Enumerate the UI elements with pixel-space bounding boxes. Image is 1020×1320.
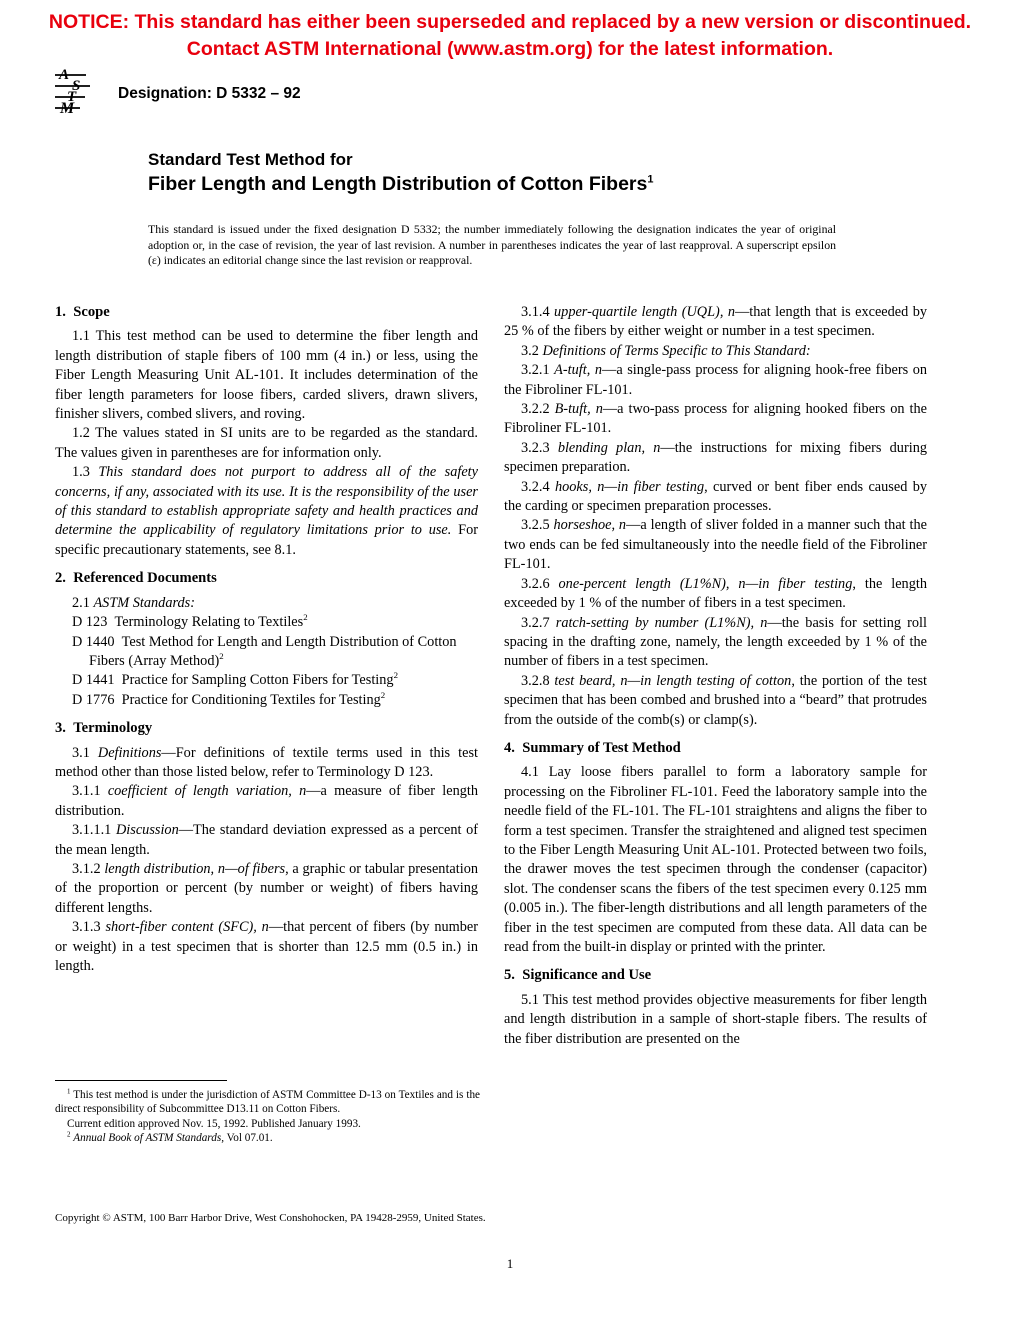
footnote-divider [55,1080,227,1081]
text-segment: 1.3 [72,464,99,481]
text-segment: B-tuft, n [554,401,603,418]
text-segment: —a single-pass process for aligning hook-free fibers on the Fibroliner FL-101. [504,362,928,398]
text-segment: —the basis for setting roll spacing in the drafting zone, namely, the length exceeded by 1 % of the number of fibers in a test specimen. [504,614,927,670]
notice-line-2: Contact ASTM International (www.astm.org) for the latest information. [186,38,834,60]
page-number: 1 [506,1256,514,1271]
text-segment: 3.1 [72,744,98,761]
text-segment: horseshoe, n [553,517,627,534]
text-segment: 3.2.5 [521,517,554,534]
text-segment: 3.1.3 [72,919,106,936]
svg-text:M: M [60,100,75,116]
text-segment: blending plan, n [557,439,661,456]
footnote-ref: 1 [67,1087,71,1096]
text-segment: Annual Book of ASTM Standards, [73,1132,224,1145]
text-segment: short-fiber content (SFC), n [105,919,269,936]
footnote [55,1117,480,1131]
paragraph [55,918,478,976]
text-segment: 4.1 Lay loose fibers parallel to form a laboratory sample for processing on the Fibroliner FL-101. Feed the laboratory sample into the needle field of the FL-101. The FL-101 straightens and aligns the fiber to form a test specimen. Transfer the straightened and aligned test specimen to the Fiber Length Measuring Unit AL-101. Protected between two foils, the drawer moves the test specimen through the condenser (capacitor) slot. The condenser scans the fibers of the test specimen every 0.125 mm (0.005 in.). The fiber-length distributions and all length parameters of the fiber in the test specimen are computed from these data. All data can be read from the built-in display or printed with the printer. [504,764,927,955]
text-segment: , a graphic or tabular presentation of the proportion or percent (by number or weight) of fibers having different lengths. [55,860,479,916]
text-segment: upper-quartile length (UQL), n [554,304,735,320]
reference-item [55,671,478,690]
text-segment: 3.2.6 [521,575,559,592]
paragraph [504,575,927,614]
text-segment: 3.1.1.1 [72,822,116,839]
text-segment: Definitions of Terms Specific to This Standard: [542,342,811,359]
body-columns [55,303,927,1049]
text-segment: hooks, n—in fiber testing [554,478,705,495]
text-segment: Discussion [115,822,179,839]
astm-logo-icon [52,66,106,116]
text-segment: —that length that is exceeded by 25 % of the fibers by either weight or number in a test specimen. [504,304,927,340]
section-heading: 5. Significance and Use [504,967,652,984]
paragraph [55,327,478,424]
text-segment: 5.1 This test method provides objective measurements for fiber length and length distribution in a sample of short-staple fibers. The results of the fiber distribution are presented on the [504,991,927,1047]
text-segment: D 1440 Test Method for Length and Length Distribution of Cotton Fibers (Array Method) [72,633,457,669]
document-header [52,66,301,116]
text-segment: 3.1.2 [72,860,105,877]
text-segment: 1.1 This test method can be used to determine the fiber length and length distribution of staple fibers of 100 mm (4 in.) or less, using the Fiber Length Measuring Unit AL-101. It includes determination of the fiber length parameters for loose fibers, carded slivers, drawn slivers, finisher slivers, combed slivers, and roving. [55,328,478,423]
text-segment: 2.1 [72,594,94,611]
paragraph [504,361,927,400]
text-segment: For specific precautionary statements, see 8.1. [55,522,478,558]
text-segment: ASTM Standards: [93,594,195,611]
title-footnote-ref: 1 [647,173,654,186]
footnote-ref: 2 [219,651,224,662]
paragraph [55,424,478,463]
text-segment: coefficient of length variation, n [107,783,307,800]
reference-item [55,633,478,672]
text-segment: Current edition approved Nov. 15, 1992. Published January 1993. [67,1117,361,1130]
section-heading: 2. Referenced Documents [55,570,217,587]
paragraph [55,860,478,918]
text-segment: —a measure of fiber length distribution. [55,783,478,819]
text-segment: —a two-pass process for aligning hooked fibers on the Fibroliner FL-101. [504,401,927,437]
supersession-notice [0,9,1020,63]
paragraph [504,400,927,439]
paragraph [55,594,478,613]
text-segment: Definitions [97,744,162,761]
text-segment: 3.2.2 [521,401,555,418]
copyright-line: Copyright © ASTM, 100 Barr Harbor Drive, West Conshohocken, PA 19428-2959, United States. [55,1212,486,1224]
text-segment: —The standard deviation expressed as a percent of the mean length. [55,822,479,858]
text-segment: test beard, n—in length testing of cotton [554,672,792,689]
svg-text:A: A [59,67,70,83]
text-segment: This standard does not purport to address all of the safety concerns, if any, associated with its use. It is the responsibility of the user of this standard to establish appropriate safety and health practices and determine the applicability of regulatory limitations prior to use. [55,464,478,539]
text-segment: This test method is under the jurisdiction of ASTM Committee D-13 on Textiles and is the direct responsibility of Subcommittee D13.11 on Cotton Fibers. [55,1089,480,1116]
page-title [148,171,848,198]
paragraph [504,478,927,517]
section-heading: 1. Scope [55,304,110,320]
svg-text:T: T [67,89,77,105]
text-segment: 3.2.4 [521,478,555,495]
text-segment: A-tuft, n [554,362,603,379]
section-heading: 3. Terminology [55,720,153,737]
footnote-ref: 2 [67,1130,71,1139]
text-segment: —a length of sliver folded in a manner such that the two ends can be fed simultaneously into the needle field of the Fibroliner FL-101. [504,517,927,573]
footnotes [55,1080,480,1146]
text-segment: —that percent of fibers (by number or weight) in a test specimen that is shorter than 12.5 mm (0.5 in.) in length. [55,919,478,974]
paragraph [504,672,927,730]
text-segment: D 123 Terminology Relating to Textiles [72,614,304,631]
paragraph [55,744,478,783]
text-segment: 3.2.7 [521,614,556,631]
reference-item [55,691,478,710]
footnote [55,1088,480,1117]
title-kicker: Standard Test Method for [148,150,353,169]
footnote-ref: 2 [380,689,386,700]
text-segment: 3.1.4 [521,304,555,320]
paragraph [504,516,927,574]
notice-line-1: NOTICE: This standard has either been superseded and replaced by a new version or discontinued. [48,11,972,33]
paragraph [504,763,927,957]
text-segment: Vol 07.01. [224,1132,273,1145]
text-segment: length distribution, n—of fibers [104,860,286,877]
right-column [504,303,927,1049]
footnote-ref: 2 [303,612,308,623]
footnote-ref: 2 [393,670,399,681]
text-segment: 3.1.1 [72,783,108,800]
text-segment: , curved or bent fiber ends caused by the carding or specimen preparation processes. [504,478,928,515]
svg-text:S: S [72,78,81,94]
text-segment: , the portion of the test specimen that has been combed and brushed into a “beard” that protrudes from the outside of the comb(s) or clamp(s). [504,672,927,728]
paragraph [504,342,927,361]
left-column [55,303,478,1049]
paragraph [504,303,927,342]
text-segment: one-percent length (L1%N), n—in fiber testing [558,575,853,592]
text-segment: D 1441 Practice for Sampling Cotton Fibers for Testing [72,672,394,689]
designation-label: Designation: D 5332 – 92 [118,85,301,102]
reference-item [55,613,478,632]
section-heading: 4. Summary of Test Method [504,739,681,756]
title-block [148,148,848,198]
text-segment: , the length exceeded by 1 % of the number of fibers in a test specimen. [504,575,927,612]
text-segment: ratch-setting by number (L1%N), n [555,614,768,631]
paragraph [55,463,478,560]
paragraph [504,439,927,478]
paragraph [55,782,478,821]
paragraph [504,991,927,1049]
standard-preamble: This standard is issued under the fixed designation D 5332; the number immediately following the designation indicates the year of original adoption or, in the case of revision, the year of last revision. A number in parentheses indicates the year of last reapproval. A superscript epsilon (ε) indicates an editorial change since the last revision or reapproval. [148,222,836,267]
text-segment: 3.2 [521,342,543,359]
page-title-text: Fiber Length and Length Distribution of Cotton Fibers [148,173,648,195]
text-segment: 3.2.8 [521,672,555,689]
footnote [55,1131,480,1145]
text-segment: 3.2.3 [521,439,558,456]
text-segment: —the instructions for mixing fibers during specimen preparation. [504,439,927,476]
text-segment: —For definitions of textile terms used in this test method other than those listed below, refer to Terminology D 123. [55,744,478,780]
paragraph [504,614,927,672]
paragraph [55,821,478,860]
text-segment: D 1776 Practice for Conditioning Textiles for Testing [72,691,381,708]
text-segment: 1.2 The values stated in SI units are to be regarded as the standard. The values given in parentheses are for information only. [55,425,478,461]
text-segment: 3.2.1 [521,362,555,379]
